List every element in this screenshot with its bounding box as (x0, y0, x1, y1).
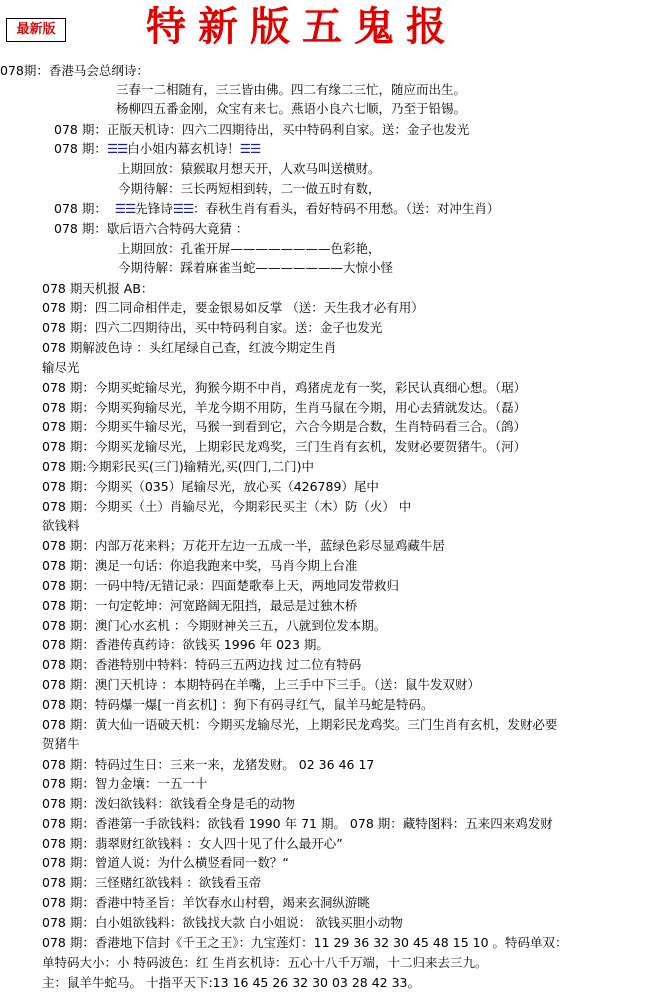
text-line: 078 期：香港特别中特料：特码三五两边找 过二位有特码 (42, 657, 362, 672)
text-line: 078 期天机报 AB： (42, 281, 154, 296)
issue-label: 078 期： (54, 141, 107, 156)
text-line: 杨柳四五番金刚，众宝有来七。燕语小良六七顺，乃至于铅锡。 (116, 101, 467, 116)
trigram-icon: ☰☰ (172, 201, 194, 216)
trigram-icon: ☰☰ (106, 141, 128, 156)
text-line: 078 期：泼妇欲钱料：欲钱看全身是毛的动物 (42, 796, 295, 811)
text-line: 078 期：曾道人说：为什么横竖看同一数？“ (42, 855, 289, 870)
trigram-icon: ☰☰ (239, 141, 261, 156)
text-line: 078 期：澳门天机诗 ：本期特码在羊嘴，上三手中下三手。（送：鼠牛发双财） (42, 677, 481, 692)
text-line: 主：鼠羊牛蛇马。 十指平天下:13 16 45 26 32 30 03 28 42 33。 (42, 975, 421, 990)
latest-edition-badge: 最新版 (6, 18, 66, 42)
text-line (54, 200, 499, 218)
page-title: 特新版五鬼报 (146, 3, 458, 50)
text-line: 078 期：今期买龙输尽光，上期彩民龙鸡奖，三门生肖有玄机，发财必要贺猪牛。（河） (42, 439, 527, 454)
text-line: 078 期解波色诗 ：头红尾绿自己查，红波今期定生肖 (42, 340, 337, 355)
text-line: 078 期：正版天机诗：四六二四期待出，买中特码利自家。送：金子也发光 (54, 122, 470, 137)
text-line: 078 期：内部万花来料；万花开左边一五成一半，蓝绿色彩尽显鸡藏牛居 (42, 538, 445, 553)
trigram-icon: ☰☰ (114, 201, 136, 216)
text-line: 078 期：黄大仙一语破天机：今期买龙输尽光，上期彩民龙鸡奖。三门生肖有玄机，发财必要 (42, 717, 558, 732)
poem-text: ：春秋生肖有看头，看好特码不用愁。（送：对冲生肖） (193, 201, 500, 216)
text-line: 078 期：歇后语六合特码大竟猜 ： (54, 221, 249, 236)
text-line (54, 140, 260, 158)
heading-text: 白小姐内幕玄机诗！ (127, 141, 240, 156)
text-line: 上期回放：孔雀开屏————————色彩艳， (118, 241, 381, 256)
text-line: 078 期：今期买（035）尾输尽光，放心买（426789）尾中 (42, 479, 379, 494)
text-line: 078 期：香港第一手欲钱料：欲钱看 1990 年 71 期。 078 期：藏特图料：五来四来鸡发财 (42, 816, 553, 831)
text-line: 078 期：今期买（土）肖输尽光，今期彩民买主（木）防（火） 中 (42, 499, 412, 514)
text-line: 单特码大小：小 特码波色：红 生肖玄机诗：五心十八千万端，十二归来去三九。 (42, 955, 488, 970)
text-line: 078 期：今期买蛇输尽光，狗猴今期不中肖，鸡猪虎龙有一奖，彩民认真细心想。（琚） (42, 380, 527, 395)
text-line: 078 期：四二同命相伴走，要金银易如反掌 （送：天生我才必有用） (42, 300, 424, 315)
text-line: 078 期:今期彩民买(三门)输精光,买(四门,二门)中 (42, 459, 314, 474)
text-line: 078 期：一码中特/无错记录：四面楚歌奉上天，两地同发带救归 (42, 578, 400, 593)
text-line: 078 期：澳足一句话：你追我跑来中奖，马肖今期上台准 (42, 558, 358, 573)
text-line: 078 期：一句定乾坤：河宽路阔无阻挡，最忌是过独木桥 (42, 598, 358, 613)
text-line: 078 期：澳门心水玄机 ：今期财神关三五，八就到位发本期。 (42, 618, 387, 633)
text-line: 078期：香港马会总纲诗： (0, 63, 149, 78)
heading-text: 先锋诗 (135, 201, 173, 216)
text-line: 078 期：特码过生日：三来一来，龙猪发财。 02 36 46 17 (42, 757, 375, 772)
text-line: 078 期：特码爆一爆[一肖玄机] ：狗下有码寻红气，鼠羊马蛇是特码。 (42, 697, 434, 712)
text-line: 078 期：三怪赌红欲钱料 ：欲钱看玉帝 (42, 875, 262, 890)
text-line: 078 期：今期买牛输尽光，马猴一到看到它，六合今期是合数，生肖特码看三合。（鸽） (42, 419, 527, 434)
text-line: 上期回放：猿猴取月想天开，人欢马叫送横财。 (118, 161, 381, 176)
text-line: 078 期：香港传真药诗：欲钱买 1996 年 023 期。 (42, 637, 329, 652)
text-line: 欲钱料 (42, 518, 80, 533)
text-line: 三春一二相随有，三三皆由佛。四二有缘二三忙，随应而出生。 (116, 82, 467, 97)
text-line: 输尽光 (42, 360, 80, 375)
text-line: 078 期：香港地下信封《千王之王》：九宝莲灯：11 29 36 32 30 45 48 15 10 。特码单双： (42, 935, 568, 950)
text-line: 今期待解：三长两短相到转，二一做五时有数， (118, 181, 381, 196)
text-line: 078 期：香港中特圣旨：羊饮春水山村碧，竭来玄洞纵游眺 (42, 895, 370, 910)
text-line: 078 期：白小姐欲钱料：欲钱找大款 白小姐说： 欲钱买胆小动物 (42, 915, 403, 930)
text-line: 今期待解：踩着麻雀当蛇———————大惊小怪 (118, 260, 394, 275)
text-line: 078 期：今期买狗输尽光，羊龙今期不用防，生肖马鼠在今期，用心去猜就发达。（磊） (42, 400, 527, 415)
text-line: 078 期：翡翠财红欲钱料 ：女人四十见了什么最开心” (42, 836, 343, 851)
text-line: 078 期：四六二四期待出，买中特码利自家。送：金子也发光 (42, 320, 383, 335)
text-line: 贺猪牛 (42, 736, 80, 751)
issue-label: 078 期： (54, 201, 107, 216)
text-line: 078 期：智力金壤：一五一十 (42, 776, 208, 791)
